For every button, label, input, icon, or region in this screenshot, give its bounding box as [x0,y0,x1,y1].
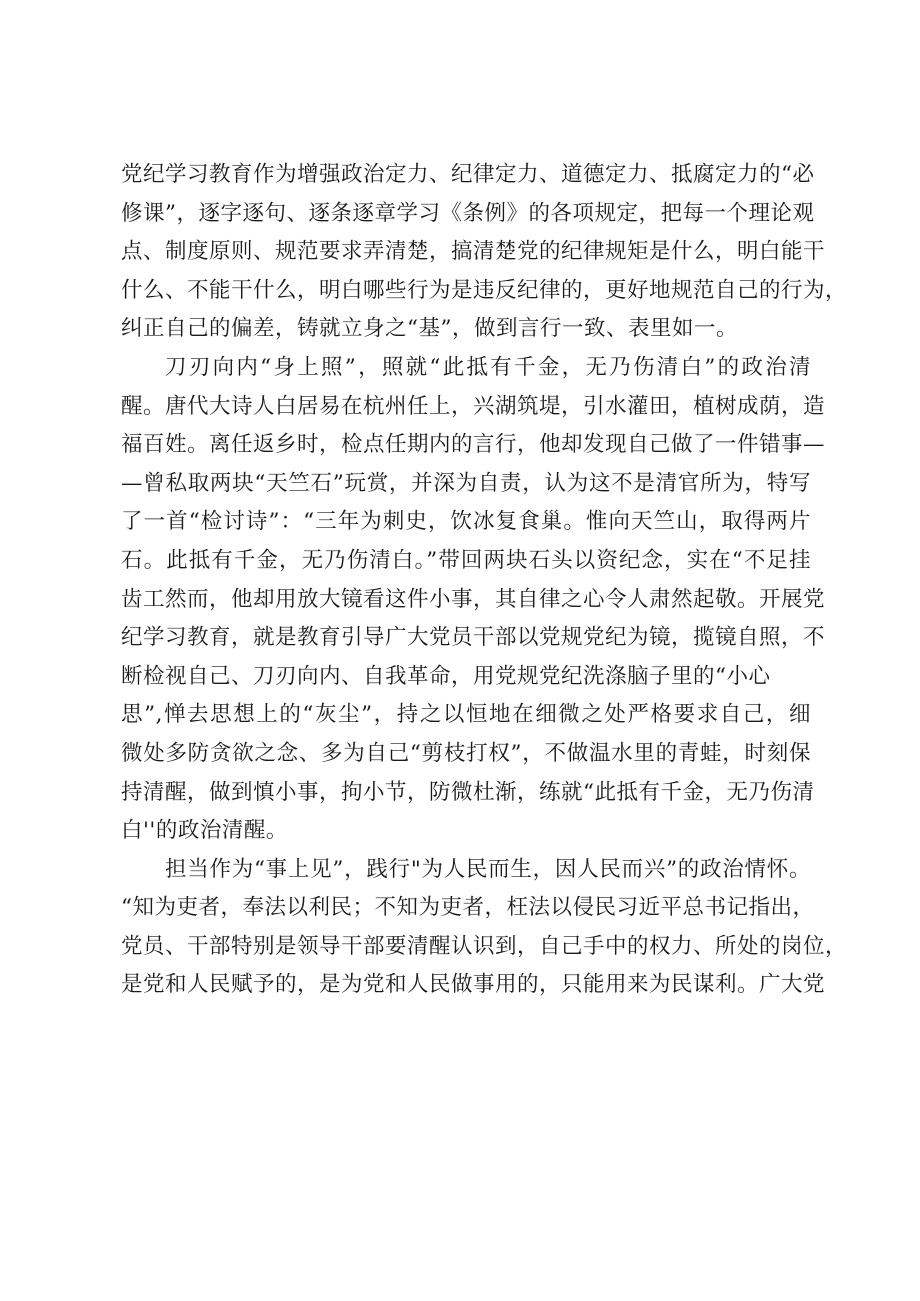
text-line: 点、制度原则、规范要求弄清楚，搞清楚党的纪律规矩是什么，明白能干 [121,239,826,265]
text-line: 了一首“检讨诗”：“三年为刺史，饮冰复食巢。惟向天竺山，取得两片 [121,509,811,535]
body-text [121,156,848,1005]
text-line: 党纪学习教育作为增强政治定力、纪律定力、道德定力、抵腐定力的“必 [121,162,815,187]
text-line: 纠正自己的偏差，铸就立身之“基”，做到言行一致、表里如一。 [121,316,738,342]
text-line: 纪学习教育，就是教育引导广大党员干部以党规党纪为镜，揽镜自照，不 [121,625,826,651]
paragraph-2 [121,349,826,851]
text-line: “知为吏者，奉法以利民；不知为吏者，枉法以侵民习近平总书记指出， [121,895,815,921]
text-line: 断检视自己、刀刃向内、自我革命，用党规党纪洗涤脑子里的“小心 [121,663,771,689]
text-line: 党员、干部特别是领导干部要清醒认识到，自己手中的权力、所处的岗位， [121,933,848,959]
text-line: 担当作为“事上见”，践行"为人民而生，因人民而兴”的政治情怀。 [165,856,811,882]
text-line: 齿工然而，他却用放大镜看这件小事，其自律之心令人肃然起敬。开展党 [121,586,826,612]
text-line: 是党和人民赋予的，是为党和人民做事用的，只能用来为民谋利。广大党 [121,972,826,998]
text-line: 石。此抵有千金，无乃伤清白。”带回两块石头以资纪念，实在“不足挂 [121,547,811,573]
text-line: 刀刃向内“身上照”，照就“此抵有千金，无乃伤清白”的政治清 [165,354,811,380]
text-line: —曾私取两块“天竺石”玩赏，并深为自责，认为这不是清官所为，特写 [121,470,811,496]
paragraph-1 [121,156,848,349]
text-line: 白''的政治清醒。 [121,818,288,844]
text-line: 醒。唐代大诗人白居易在杭州任上，兴湖筑堤，引水灌田，植树成荫，造 [121,393,826,419]
text-line: 持清醒，做到慎小事，拘小节，防微杜渐，练就“此抵有千金，无乃伤清 [121,779,815,805]
paragraph-3 [121,851,848,1005]
text-line: 思”,惮去思想上的“灰尘”，持之以恒地在细微之处严格要求自己，细 [121,702,811,728]
text-line: 什么、不能干什么，明白哪些行为是违反纪律的，更好地规范自己的行为， [121,277,848,303]
text-line: 福百姓。离任返乡时，检点任期内的言行，他却发现自己做了一件错事— [121,432,826,458]
text-line: 微处多防贪欲之念、多为自己“剪枝打权”，不做温水里的青蛙，时刻保 [121,740,811,766]
text-line: 修课”，逐字逐句、逐条逐章学习《条例》的各项规定，把每一个理论观 [121,200,815,226]
